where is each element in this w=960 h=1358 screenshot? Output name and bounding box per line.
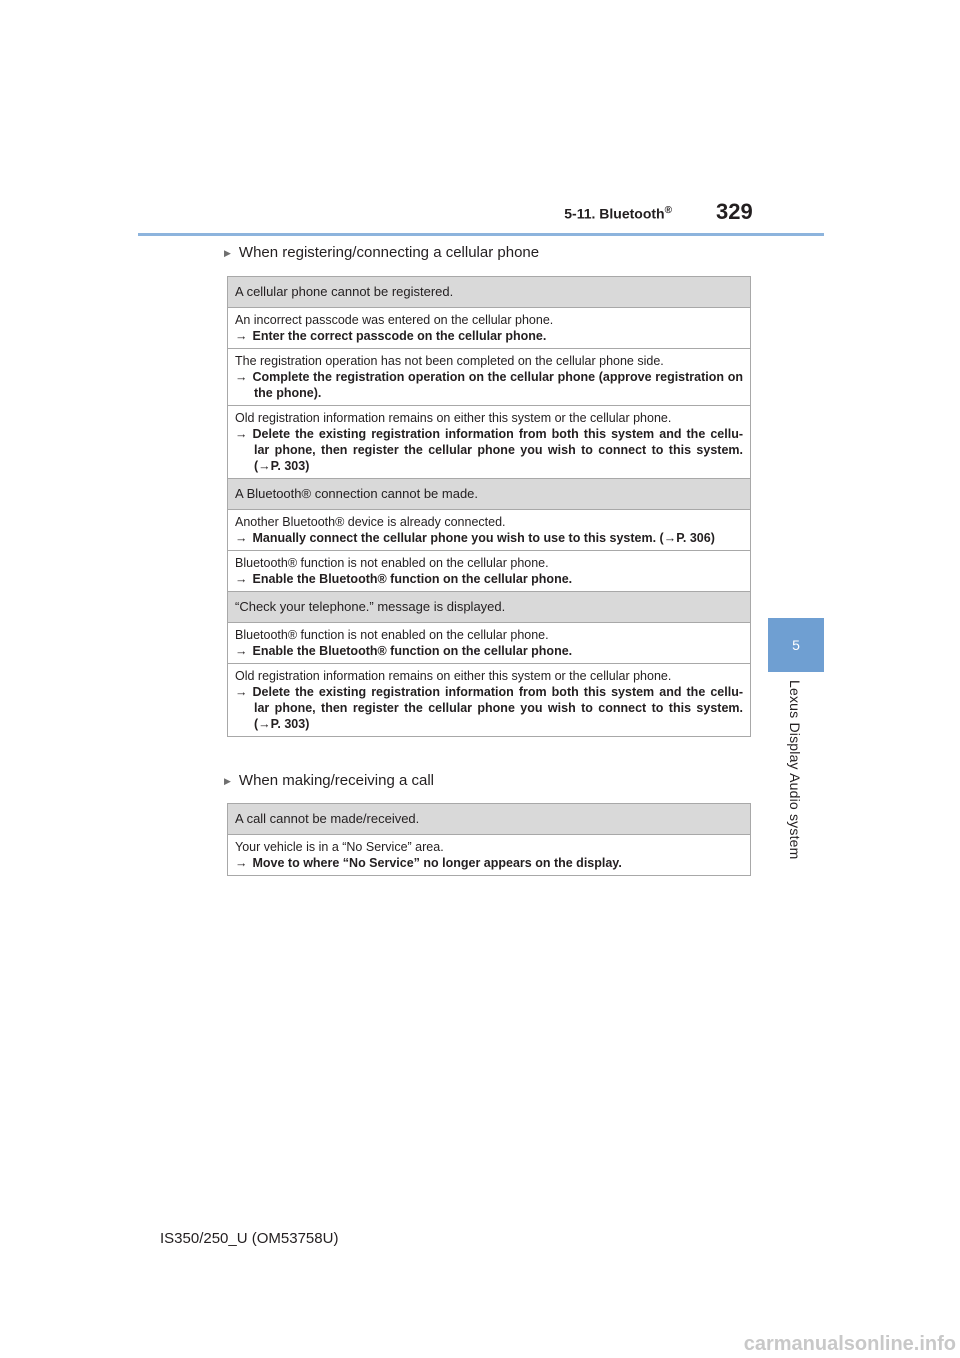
arrow-icon: →: [235, 572, 248, 586]
arrow-icon: →: [235, 370, 248, 384]
table-row: [228, 664, 751, 737]
troubleshooting-table-registering: [227, 276, 751, 737]
arrow-icon: →: [235, 856, 248, 870]
page-number: 329: [716, 199, 753, 224]
model-code-footer: IS350/250_U (OM53758U): [160, 1230, 339, 1247]
bullet-triangle-icon: ▶: [224, 775, 231, 786]
remedy-line: [235, 684, 743, 732]
table-header-row: [228, 804, 751, 835]
section-heading-registering: [224, 244, 539, 261]
cause-remedy-cell: [228, 623, 751, 664]
section-header-text: 5-11. Bluetooth: [564, 205, 665, 222]
table-header-row: [228, 277, 751, 308]
cause-remedy-cell: [228, 664, 751, 737]
registered-mark: ®: [664, 205, 672, 216]
section-heading-text: When registering/connecting a cellular phone: [238, 244, 540, 261]
bullet-triangle-icon: ▶: [224, 247, 231, 258]
cause-remedy-cell: [228, 551, 751, 592]
cause-text: Bluetooth® function is not enabled on the cellular phone.: [235, 628, 549, 642]
troubleshooting-table-calls: [227, 803, 751, 876]
cause-text: Bluetooth® function is not enabled on the cellular phone.: [235, 556, 549, 570]
table-header-row: [228, 592, 751, 623]
remedy-line: [235, 530, 743, 546]
problem-heading: A call cannot be made/received.: [228, 804, 751, 835]
problem-heading: A cellular phone cannot be registered.: [228, 277, 751, 308]
chapter-title: Lexus Display Audio system: [787, 680, 803, 860]
arrow-icon: →: [235, 329, 248, 343]
table-row: [228, 510, 751, 551]
table-row: [228, 349, 751, 406]
cause-text: Old registration information remains on either this system or the cellular phone.: [235, 669, 672, 683]
watermark: carmanualsonline.info: [743, 1333, 956, 1355]
section-heading-text: When making/receiving a call: [238, 772, 435, 789]
problem-heading: “Check your telephone.” message is displayed.: [228, 592, 751, 623]
header-rule: [138, 233, 824, 236]
cause-text: An incorrect passcode was entered on the cellular phone.: [235, 313, 554, 327]
chapter-tab[interactable]: 5: [768, 618, 824, 672]
remedy-text: Enable the Bluetooth® function on the cellular phone.: [252, 644, 573, 658]
section-header: [496, 205, 672, 222]
table-row: [228, 406, 751, 479]
remedy-line: [235, 328, 743, 344]
section-heading-calls: [224, 772, 434, 789]
remedy-line: [235, 571, 743, 587]
problem-heading: A Bluetooth® connection cannot be made.: [228, 479, 751, 510]
cause-remedy-cell: [228, 510, 751, 551]
remedy-text: Enter the correct passcode on the cellular phone.: [252, 329, 547, 343]
arrow-icon: →: [235, 427, 248, 441]
cause-text: Your vehicle is in a “No Service” area.: [235, 840, 444, 854]
remedy-line: [235, 369, 743, 401]
remedy-text: Manually connect the cellular phone you wish to use to this system. (→P. 306): [252, 531, 715, 545]
table-row: [228, 623, 751, 664]
cause-remedy-cell: [228, 835, 751, 876]
table-header-row: [228, 479, 751, 510]
remedy-line: [235, 643, 743, 659]
cause-text: The registration operation has not been completed on the cellular phone side.: [235, 354, 664, 368]
remedy-text: Move to where “No Service” no longer appears on the display.: [252, 856, 622, 870]
table-row: [228, 308, 751, 349]
cause-remedy-cell: [228, 308, 751, 349]
table-row: [228, 835, 751, 876]
table-row: [228, 551, 751, 592]
remedy-text: Enable the Bluetooth® function on the cellular phone.: [252, 572, 573, 586]
remedy-text: Delete the existing registration information from both this system and the cellu- lar phone, then register the cellular phone you wish to connect to this system. (→P. 303): [252, 427, 743, 473]
cause-text: Old registration information remains on either this system or the cellular phone.: [235, 411, 672, 425]
remedy-line: [235, 855, 743, 871]
remedy-line: [235, 426, 743, 474]
cause-remedy-cell: [228, 349, 751, 406]
remedy-text: Delete the existing registration information from both this system and the cellu- lar phone, then register the cellular phone you wish to connect to this system. (→P. 303): [252, 685, 743, 731]
cause-remedy-cell: [228, 406, 751, 479]
arrow-icon: →: [235, 644, 248, 658]
arrow-icon: →: [235, 531, 248, 545]
cause-text: Another Bluetooth® device is already connected.: [235, 515, 506, 529]
remedy-text: Complete the registration operation on the cellular phone (approve registration on the phone).: [252, 370, 743, 400]
arrow-icon: →: [235, 685, 248, 699]
